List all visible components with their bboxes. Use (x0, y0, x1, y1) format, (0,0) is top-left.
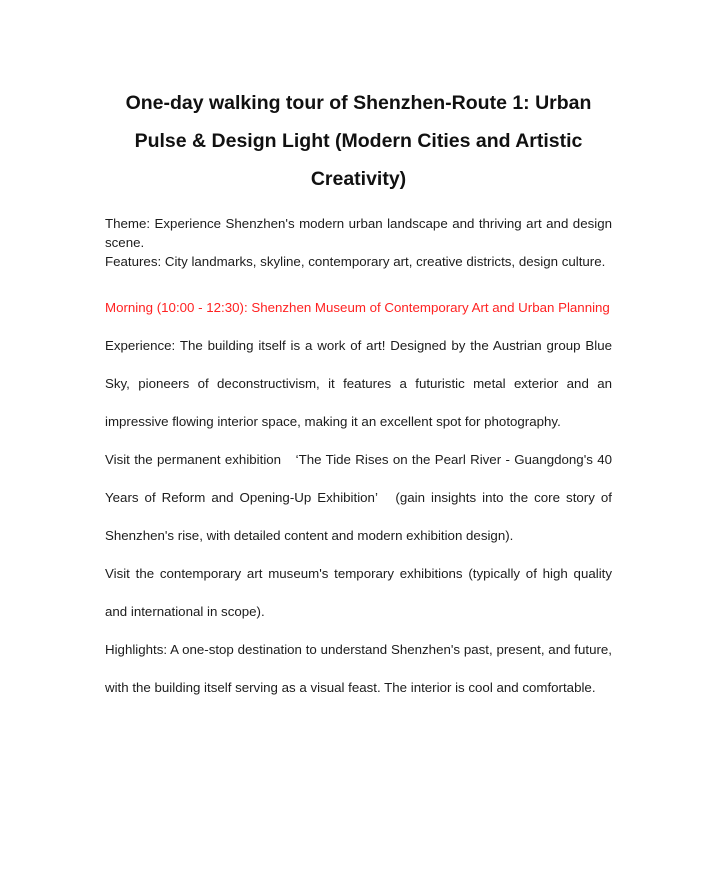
paragraph-permanent-exhibition: Visit the permanent exhibition ‘The Tide Rises on the Pearl River - Guangdong's 40 Years of Reform and Opening-Up Exhibition’ (gain insights into the core story of Shenzhen's rise, with detailed content and modern exhibition design). (105, 452, 612, 543)
paragraph-experience: Experience: The building itself is a work of art! Designed by the Austrian group Blue Sky, pioneers of deconstructivism, it features a futuristic metal exterior and an impressive flowing interior space, making it an excellent spot for photography. (105, 338, 612, 429)
paragraph-highlights: Highlights: A one-stop destination to understand Shenzhen's past, present, and future, with the building itself serving as a visual feast. The interior is cool and comfortable. (105, 642, 612, 695)
section-heading-morning: Morning (10:00 - 12:30): Shenzhen Museum of Contemporary Art and Urban Planning (105, 300, 610, 315)
paragraph-temporary-exhibitions: Visit the contemporary art museum's temporary exhibitions (typically of high quality and international in scope). (105, 566, 612, 619)
document-title: One-day walking tour of Shenzhen-Route 1: Urban Pulse & Design Light (Modern Cities and Artistic Creativity) (125, 92, 592, 190)
intro-features: Features: City landmarks, skyline, contemporary art, creative districts, design culture. (105, 254, 606, 269)
intro-theme: Theme: Experience Shenzhen's modern urban landscape and thriving art and design scene. (105, 216, 612, 250)
intro-block (105, 214, 612, 271)
document-content (105, 0, 612, 707)
section-morning (105, 289, 612, 707)
